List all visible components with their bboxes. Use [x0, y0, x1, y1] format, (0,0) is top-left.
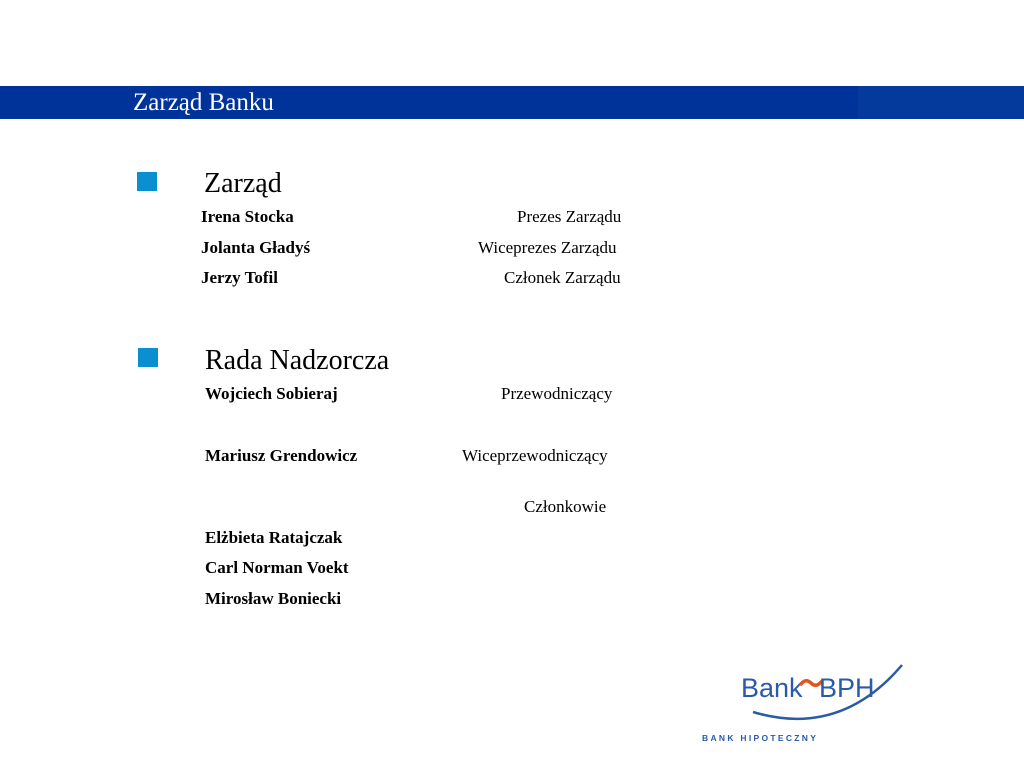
- board-member-name: Carl Norman Voekt: [205, 558, 349, 577]
- members-label: Członkowie: [524, 497, 607, 516]
- member-name: Jerzy Tofil: [201, 268, 278, 287]
- bullet-square-icon: [137, 172, 157, 191]
- member-role: Wiceprezes Zarządu: [478, 238, 617, 257]
- board-member-name: Mirosław Boniecki: [205, 589, 342, 608]
- section-heading-supervisory-board: Rada Nadzorcza: [205, 345, 390, 376]
- logo-word-left: Bank: [741, 673, 803, 703]
- bank-bph-logo: [690, 660, 910, 750]
- title-bar-tail: [858, 86, 1024, 119]
- member-name: Jolanta Gładyś: [201, 238, 311, 257]
- section-heading-management: Zarząd: [204, 168, 282, 199]
- chair-role: Przewodniczący: [501, 384, 613, 403]
- bullet-square-icon: [138, 348, 158, 367]
- vice-chair-name: Mariusz Grendowicz: [205, 446, 358, 465]
- member-name: Irena Stocka: [201, 207, 294, 226]
- board-member-name: Elżbieta Ratajczak: [205, 528, 343, 547]
- logo-swoosh-icon: [801, 681, 821, 686]
- bank-bph-logo-graphic: [690, 660, 910, 750]
- logo-word-right: BPH: [819, 673, 875, 703]
- page-title: Zarząd Banku: [133, 89, 274, 116]
- vice-chair-role: Wiceprzewodniczący: [462, 446, 608, 465]
- logo-tagline: BANK HIPOTECZNY: [702, 733, 819, 743]
- member-role: Członek Zarządu: [504, 268, 621, 287]
- chair-name: Wojciech Sobieraj: [205, 384, 338, 403]
- member-role: Prezes Zarządu: [517, 207, 622, 226]
